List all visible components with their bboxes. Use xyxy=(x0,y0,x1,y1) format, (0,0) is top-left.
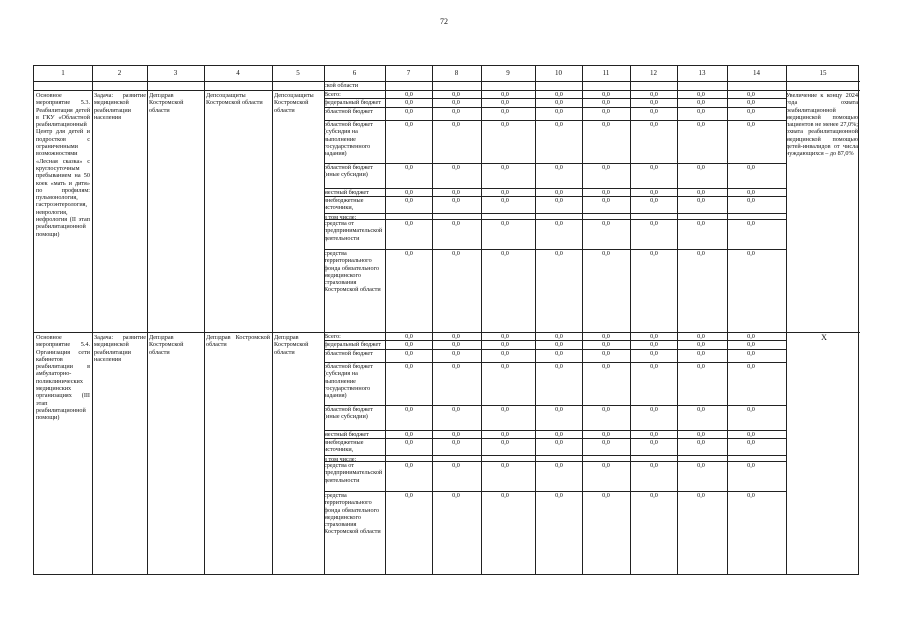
funding-value: 0,0 xyxy=(452,108,460,115)
funding-value: 0,0 xyxy=(555,121,563,128)
funding-value: 0,0 xyxy=(555,91,563,98)
funding-value: 0,0 xyxy=(501,439,509,446)
funding-value: 0,0 xyxy=(747,197,755,204)
funding-value: 0,0 xyxy=(650,462,658,469)
funding-value: 0,0 xyxy=(501,431,509,438)
funding-value: 0,0 xyxy=(405,197,413,204)
funding-value: 0,0 xyxy=(650,121,658,128)
funding-value: 0,0 xyxy=(555,341,563,348)
funding-value: 0,0 xyxy=(650,406,658,413)
funding-value: 0,0 xyxy=(555,220,563,227)
funding-value: 0,0 xyxy=(602,341,610,348)
funding-value: 0,0 xyxy=(602,108,610,115)
funding-value: 0,0 xyxy=(747,164,755,171)
column-divider xyxy=(677,66,678,574)
funding-value: 0,0 xyxy=(650,189,658,196)
funding-value: 0,0 xyxy=(555,108,563,115)
column-header: 15 xyxy=(819,69,827,77)
funding-value: 0,0 xyxy=(650,363,658,370)
funding-value: 0,0 xyxy=(452,164,460,171)
funding-value: 0,0 xyxy=(452,439,460,446)
funding-value: 0,0 xyxy=(602,363,610,370)
column-divider xyxy=(630,66,631,574)
column-header: 3 xyxy=(173,69,178,77)
funding-value: 0,0 xyxy=(747,220,755,227)
funding-value: 0,0 xyxy=(602,189,610,196)
funding-value: 0,0 xyxy=(747,341,755,348)
header-bottom-line xyxy=(34,81,860,82)
funding-value: 0,0 xyxy=(501,250,509,257)
financing-table xyxy=(33,65,859,575)
funding-value: 0,0 xyxy=(555,250,563,257)
funding-value: 0,0 xyxy=(555,439,563,446)
row-line xyxy=(324,213,786,214)
funding-source-label: областной бюджет (субсидия на выполнение государственного задания) xyxy=(324,121,373,158)
funding-source-label: местный бюджет xyxy=(324,189,369,196)
column-header: 11 xyxy=(602,69,610,77)
funding-value: 0,0 xyxy=(452,492,460,499)
column-divider xyxy=(92,66,93,574)
column-header: 8 xyxy=(454,69,459,77)
funding-value: 0,0 xyxy=(501,91,509,98)
continued-label: ской области xyxy=(324,82,359,89)
funding-source-label: местный бюджет xyxy=(324,431,369,438)
funding-value: 0,0 xyxy=(405,363,413,370)
funding-source-label: федеральный бюджет xyxy=(324,99,381,106)
funding-value: 0,0 xyxy=(452,431,460,438)
funding-value: 0,0 xyxy=(452,333,460,340)
funding-value: 0,0 xyxy=(452,350,460,357)
funding-value: 0,0 xyxy=(405,108,413,115)
executor-text: Депздрав Костромской области xyxy=(149,334,184,356)
column-header: 2 xyxy=(117,69,122,77)
executor-text: Депздрав Костромской области xyxy=(149,92,184,114)
funding-value: 0,0 xyxy=(650,250,658,257)
column-divider xyxy=(272,66,273,574)
funding-source-label: средства от предпринимательской деятельности xyxy=(324,462,383,484)
funding-value: 0,0 xyxy=(602,350,610,357)
funding-value: 0,0 xyxy=(405,220,413,227)
funding-value: 0,0 xyxy=(697,91,705,98)
funding-value: 0,0 xyxy=(602,250,610,257)
task-text: Задача: развитие медицинской реабилитации населения xyxy=(94,334,146,363)
funding-value: 0,0 xyxy=(501,99,509,106)
funding-value: 0,0 xyxy=(747,439,755,446)
funding-source-label: Всего: xyxy=(324,333,341,340)
funding-value: 0,0 xyxy=(405,439,413,446)
funding-value: 0,0 xyxy=(405,462,413,469)
funding-source-label: областной бюджет (субсидия на выполнение государственного задания) xyxy=(324,363,373,400)
column-header: 1 xyxy=(61,69,65,77)
funding-value: 0,0 xyxy=(452,406,460,413)
funding-source-label: средства территориального фонда обязательного медицинского страхования Костромской области xyxy=(324,492,381,536)
funding-value: 0,0 xyxy=(602,99,610,106)
column-header: 10 xyxy=(555,69,562,77)
funding-value: 0,0 xyxy=(747,333,755,340)
funding-value: 0,0 xyxy=(501,121,509,128)
funding-value: 0,0 xyxy=(452,341,460,348)
funding-value: 0,0 xyxy=(697,406,705,413)
column-header: 12 xyxy=(650,69,657,77)
funding-value: 0,0 xyxy=(501,108,509,115)
funding-value: 0,0 xyxy=(602,333,610,340)
funding-value: 0,0 xyxy=(697,439,705,446)
funding-value: 0,0 xyxy=(697,99,705,106)
funding-value: 0,0 xyxy=(501,197,509,204)
funding-value: 0,0 xyxy=(555,197,563,204)
funding-value: 0,0 xyxy=(697,350,705,357)
funding-value: 0,0 xyxy=(747,250,755,257)
funding-value: 0,0 xyxy=(501,406,509,413)
funding-value: 0,0 xyxy=(452,99,460,106)
funding-value: 0,0 xyxy=(747,431,755,438)
funding-value: 0,0 xyxy=(747,406,755,413)
funding-value: 0,0 xyxy=(555,333,563,340)
funding-value: 0,0 xyxy=(697,220,705,227)
column-header: 5 xyxy=(296,69,300,77)
participant-text: Депздрав Костромской области xyxy=(274,334,309,356)
funding-value: 0,0 xyxy=(697,189,705,196)
row-line xyxy=(324,455,786,456)
funding-value: 0,0 xyxy=(405,406,413,413)
funding-value: 0,0 xyxy=(697,363,705,370)
page-number: 72 xyxy=(440,17,448,26)
funding-value: 0,0 xyxy=(405,91,413,98)
column-header: 7 xyxy=(406,69,411,77)
column-header: 4 xyxy=(236,69,240,77)
funding-source-label: федеральный бюджет xyxy=(324,341,381,348)
funding-value: 0,0 xyxy=(747,492,755,499)
funding-source-label: внебюджетные источники, xyxy=(324,439,364,454)
funding-source-label: в том числе: xyxy=(324,214,357,221)
funding-value: 0,0 xyxy=(650,220,658,227)
column-header: 9 xyxy=(506,69,510,77)
funding-value: 0,0 xyxy=(602,462,610,469)
funding-value: 0,0 xyxy=(697,108,705,115)
funding-value: 0,0 xyxy=(405,350,413,357)
column-divider xyxy=(582,66,583,574)
column-divider xyxy=(385,66,386,574)
funding-value: 0,0 xyxy=(697,492,705,499)
funding-value: 0,0 xyxy=(501,462,509,469)
funding-value: 0,0 xyxy=(501,220,509,227)
funding-value: 0,0 xyxy=(650,91,658,98)
funding-value: 0,0 xyxy=(555,164,563,171)
funding-source-label: областной бюджет xyxy=(324,108,373,115)
funding-value: 0,0 xyxy=(697,431,705,438)
funding-value: 0,0 xyxy=(452,462,460,469)
funding-value: 0,0 xyxy=(602,164,610,171)
funding-value: 0,0 xyxy=(405,492,413,499)
funding-value: 0,0 xyxy=(650,197,658,204)
funding-value: 0,0 xyxy=(501,350,509,357)
funding-value: 0,0 xyxy=(747,99,755,106)
funding-value: 0,0 xyxy=(405,121,413,128)
column-divider xyxy=(535,66,536,574)
column-header: 6 xyxy=(352,69,357,77)
funding-value: 0,0 xyxy=(602,91,610,98)
funding-value: 0,0 xyxy=(747,350,755,357)
funding-value: 0,0 xyxy=(405,164,413,171)
column-header: 14 xyxy=(753,69,760,77)
funding-value: 0,0 xyxy=(650,341,658,348)
funding-value: 0,0 xyxy=(650,333,658,340)
funding-value: 0,0 xyxy=(697,333,705,340)
funding-value: 0,0 xyxy=(452,220,460,227)
column-divider xyxy=(432,66,433,574)
coexecutor-text: Депсоцзащиты Костромской области xyxy=(206,92,263,107)
main-measure: Основное мероприятие 5.3. Реабилитация детей в ГКУ «Областной реабилитационный Центр для детей и подростков с ограниченными возможностями «Лесная сказка» с круглосуточным пребыванием на 50 коек «мать и дитя» по профилям: пульмонология, гастроэнтерология, неврология, нефрология (II этап реабилитационной помощи) xyxy=(36,92,90,238)
funding-source-label: областной бюджет (иные субсидии) xyxy=(324,406,373,421)
coexecutor-text: Депздрав Костромской области xyxy=(206,334,270,349)
funding-value: 0,0 xyxy=(697,462,705,469)
funding-value: 0,0 xyxy=(452,197,460,204)
funding-value: 0,0 xyxy=(602,220,610,227)
funding-value: 0,0 xyxy=(602,406,610,413)
funding-value: 0,0 xyxy=(405,333,413,340)
funding-source-label: Всего: xyxy=(324,91,341,98)
funding-value: 0,0 xyxy=(452,250,460,257)
funding-value: 0,0 xyxy=(650,99,658,106)
funding-value: 0,0 xyxy=(405,189,413,196)
funding-value: 0,0 xyxy=(602,492,610,499)
funding-value: 0,0 xyxy=(747,108,755,115)
funding-value: 0,0 xyxy=(501,341,509,348)
funding-value: 0,0 xyxy=(555,363,563,370)
funding-source-label: средства от предпринимательской деятельности xyxy=(324,220,383,242)
column-divider xyxy=(727,66,728,574)
funding-value: 0,0 xyxy=(452,189,460,196)
funding-value: 0,0 xyxy=(650,492,658,499)
funding-value: 0,0 xyxy=(697,250,705,257)
task-text: Задача: развитие медицинской реабилитации населения xyxy=(94,92,146,121)
funding-value: 0,0 xyxy=(452,363,460,370)
funding-value: 0,0 xyxy=(602,197,610,204)
column-divider xyxy=(481,66,482,574)
funding-value: 0,0 xyxy=(452,91,460,98)
funding-value: 0,0 xyxy=(405,99,413,106)
funding-value: 0,0 xyxy=(602,121,610,128)
column-divider xyxy=(204,66,205,574)
funding-value: 0,0 xyxy=(747,121,755,128)
funding-value: 0,0 xyxy=(501,164,509,171)
funding-value: 0,0 xyxy=(650,164,658,171)
funding-value: 0,0 xyxy=(650,108,658,115)
funding-source-label: областной бюджет (иные субсидии) xyxy=(324,164,373,179)
funding-value: 0,0 xyxy=(697,341,705,348)
funding-value: 0,0 xyxy=(555,189,563,196)
funding-source-label: средства территориального фонда обязательного медицинского страхования Костромской области xyxy=(324,250,381,294)
funding-value: 0,0 xyxy=(747,462,755,469)
funding-value: 0,0 xyxy=(650,431,658,438)
column-divider xyxy=(147,66,148,574)
funding-value: 0,0 xyxy=(555,462,563,469)
funding-value: 0,0 xyxy=(501,363,509,370)
funding-value: 0,0 xyxy=(650,350,658,357)
funding-value: 0,0 xyxy=(405,250,413,257)
funding-value: 0,0 xyxy=(452,121,460,128)
funding-value: 0,0 xyxy=(501,333,509,340)
funding-value: 0,0 xyxy=(747,363,755,370)
funding-value: 0,0 xyxy=(602,439,610,446)
expected-result: Увеличение к концу 2024 года охвата реабилитационной медицинской помощью пациентов не менее 27,0%; охвата реабилитационной медицинской помощью детей-инвалидов от числа нуждающихся – до 87,0% xyxy=(786,92,858,158)
funding-value: 0,0 xyxy=(555,492,563,499)
funding-value: 0,0 xyxy=(405,341,413,348)
funding-source-label: в том числе: xyxy=(324,456,357,463)
funding-value: 0,0 xyxy=(555,350,563,357)
funding-value: 0,0 xyxy=(697,197,705,204)
funding-source-label: областной бюджет xyxy=(324,350,373,357)
funding-value: 0,0 xyxy=(697,164,705,171)
funding-value: 0,0 xyxy=(650,439,658,446)
funding-value: 0,0 xyxy=(555,99,563,106)
funding-value: 0,0 xyxy=(697,121,705,128)
participant-text: Депсоцзащиты Костромской области xyxy=(274,92,314,114)
funding-value: 0,0 xyxy=(747,189,755,196)
funding-source-label: внебюджетные источники, xyxy=(324,197,364,212)
funding-value: 0,0 xyxy=(602,431,610,438)
expected-result: X xyxy=(821,333,827,342)
funding-value: 0,0 xyxy=(501,492,509,499)
funding-value: 0,0 xyxy=(747,91,755,98)
funding-value: 0,0 xyxy=(501,189,509,196)
main-measure: Основное мероприятие 5.4. Организация сети кабинетов реабилитации в амбулаторно-поликлинических медицинских организациях (III этап реабилитационной помощи) xyxy=(36,334,90,422)
column-header: 13 xyxy=(698,69,706,77)
funding-value: 0,0 xyxy=(555,406,563,413)
funding-value: 0,0 xyxy=(405,431,413,438)
funding-value: 0,0 xyxy=(555,431,563,438)
